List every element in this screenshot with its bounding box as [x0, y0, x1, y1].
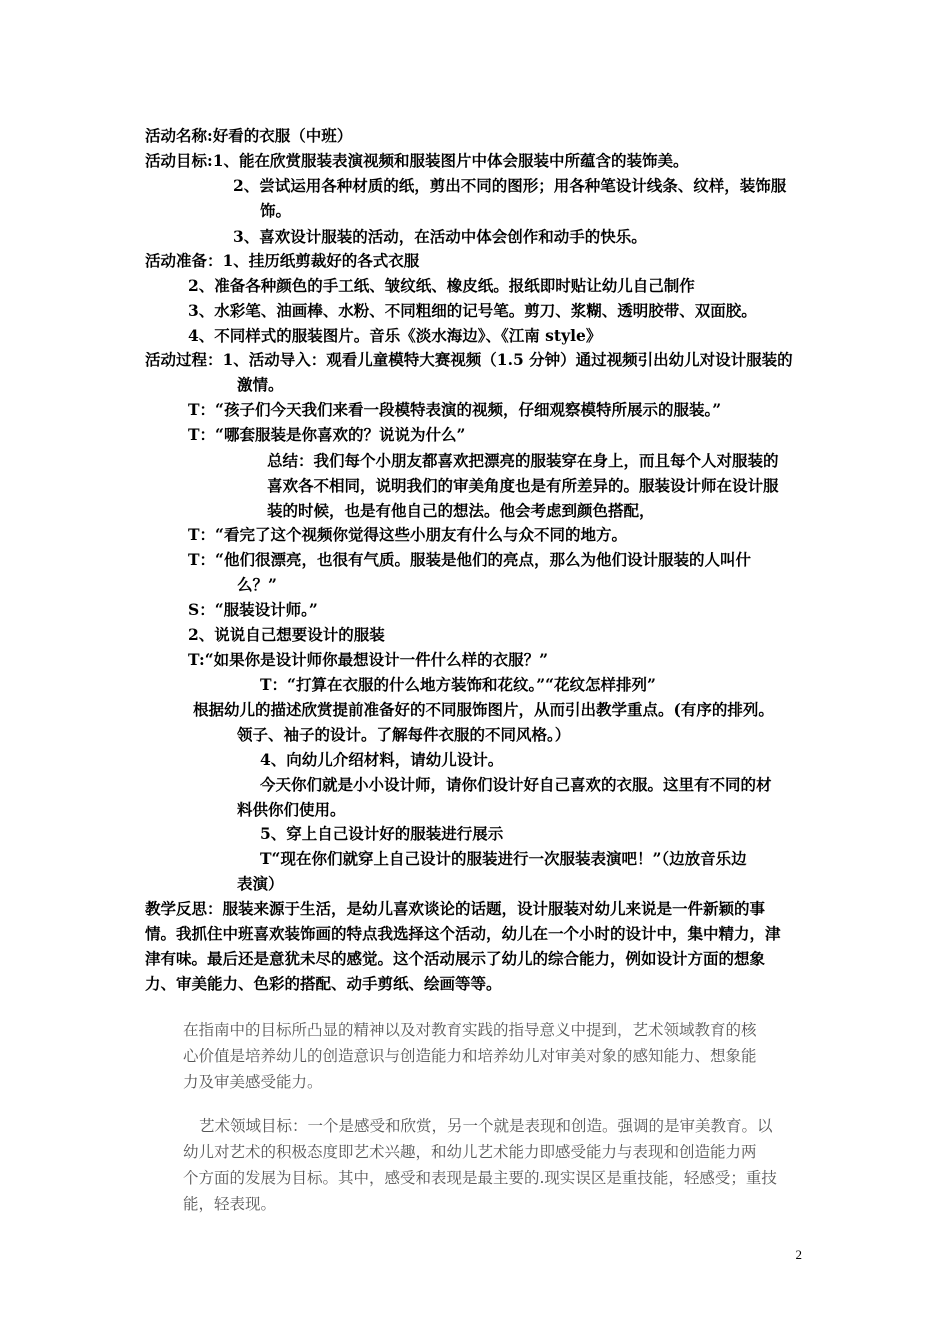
process-line-6: 喜欢各不相同，说明我们的审美角度也是有所差异的。服装设计师在设计服 [267, 476, 779, 495]
process-line-15: 根据幼儿的描述欣赏提前准备好的不同服饰图片，从而引出教学重点。(有序的排列。 [193, 700, 774, 719]
prep-line-2: 2、准备各种颜色的手工纸、皱纹纸、橡皮纸。报纸即时贴让幼儿自己制作 [188, 276, 695, 295]
process-line-18: 今天你们就是小小设计师，请你们设计好自己喜欢的衣服。这里有不同的材 [260, 775, 772, 794]
process-line-5: 总结：我们每个小朋友都喜欢把漂亮的服装穿在身上，而且每个人对服装的 [267, 451, 779, 470]
process-line-3: T：“孩子们今天我们来看一段模特表演的视频，仔细观察模特所展示的服装。” [188, 400, 722, 419]
note-paragraph-2-line-3: 个方面的发展为目标。其中，感受和表现是最主要的.现实误区是重技能，轻感受；重技 [183, 1169, 777, 1187]
reflection-line-3: 津有味。最后还是意犹未尽的感觉。这个活动展示了幼儿的综合能力，例如设计方面的想象 [145, 949, 766, 968]
note-paragraph-1-line-1: 在指南中的目标所凸显的精神以及对教育实践的指导意义中提到，艺术领域教育的核 [183, 1021, 757, 1039]
goal-line-2: 2、尝试运用各种材质的纸，剪出不同的图形；用各种笔设计线条、纹样，装饰服 [233, 176, 787, 195]
goal-line-1: 活动目标:1、能在欣赏服装表演视频和服装图片中体会服装中所蕴含的装饰美。 [145, 151, 689, 170]
process-line-13: T:“如果你是设计师你最想设计一件什么样的衣服？” [188, 650, 549, 669]
process-line-22: 表演） [237, 874, 284, 893]
process-line-7: 装的时候，也是有他自己的想法。他会考虑到颜色搭配， [267, 501, 655, 520]
note-paragraph-1-line-2: 心价值是培养幼儿的创造意识与创造能力和培养幼儿对审美对象的感知能力、想象能 [183, 1047, 757, 1065]
page-number: 2 [795, 1247, 802, 1262]
reflection-line-1: 教学反思：服装来源于生活，是幼儿喜欢谈论的话题，设计服装对幼儿来说是一件新颖的事 [145, 899, 766, 918]
process-line-11: S：“服装设计师。” [188, 600, 318, 619]
reflection-line-2: 情。我抓住中班喜欢装饰画的特点我选择这个活动，幼儿在一个小时的设计中，集中精力，津 [145, 924, 781, 943]
prep-line-1: 活动准备：1、挂历纸剪裁好的各式衣服 [145, 251, 420, 270]
process-line-2: 激情。 [237, 375, 284, 394]
note-paragraph-2-line-1: 艺术领域目标：一个是感受和欣赏，另一个就是表现和创造。强调的是审美教育。以 [199, 1117, 773, 1135]
process-line-1: 活动过程：1、活动导入：观看儿童模特大赛视频（1.5 分钟）通过视频引出幼儿对设计服装的 [145, 350, 793, 369]
process-line-19: 料供你们使用。 [237, 800, 346, 819]
process-line-20: 5、穿上自己设计好的服装进行展示 [260, 824, 504, 843]
reflection-line-4: 力、审美能力、色彩的搭配、动手剪纸、绘画等等。 [145, 974, 502, 993]
process-line-10: 么？” [237, 575, 277, 594]
process-line-17: 4、向幼儿介绍材料，请幼儿设计。 [260, 750, 504, 769]
note-paragraph-2-line-2: 幼儿对艺术的积极态度即艺术兴趣，和幼儿艺术能力即感受能力与表现和创造能力两 [183, 1143, 757, 1161]
prep-line-3: 3、水彩笔、油画棒、水粉、不同粗细的记号笔。剪刀、浆糊、透明胶带、双面胶。 [188, 301, 757, 320]
process-line-14: T：“打算在衣服的什么地方装饰和花纹。”“花纹怎样排列” [260, 675, 656, 694]
activity-title: 活动名称:好看的衣服（中班） [145, 126, 353, 145]
goal-line-3: 3、喜欢设计服装的活动，在活动中体会创作和动手的快乐。 [233, 227, 647, 246]
process-line-8: T：“看完了这个视频你觉得这些小朋友有什么与众不同的地方。 [188, 525, 627, 544]
prep-line-4: 4、不同样式的服装图片。音乐《淡水海边》、《江南 style》 [188, 326, 602, 345]
process-line-21: T“现在你们就穿上自己设计的服装进行一次服装表演吧！”（边放音乐边 [260, 849, 747, 868]
process-line-9: T：“他们很漂亮，也很有气质。服装是他们的亮点，那么为他们设计服装的人叫什 [188, 550, 751, 569]
process-line-4: T：“哪套服装是你喜欢的？说说为什么” [188, 425, 466, 444]
goal-line-2-cont: 饰。 [260, 201, 292, 220]
note-paragraph-2-line-4: 能，轻表现。 [183, 1195, 277, 1213]
note-paragraph-1-line-3: 力及审美感受能力。 [183, 1073, 323, 1091]
process-line-16: 领子、袖子的设计。了解每件衣服的不同风格。） [237, 725, 571, 744]
process-line-12: 2、说说自己想要设计的服装 [188, 625, 385, 644]
